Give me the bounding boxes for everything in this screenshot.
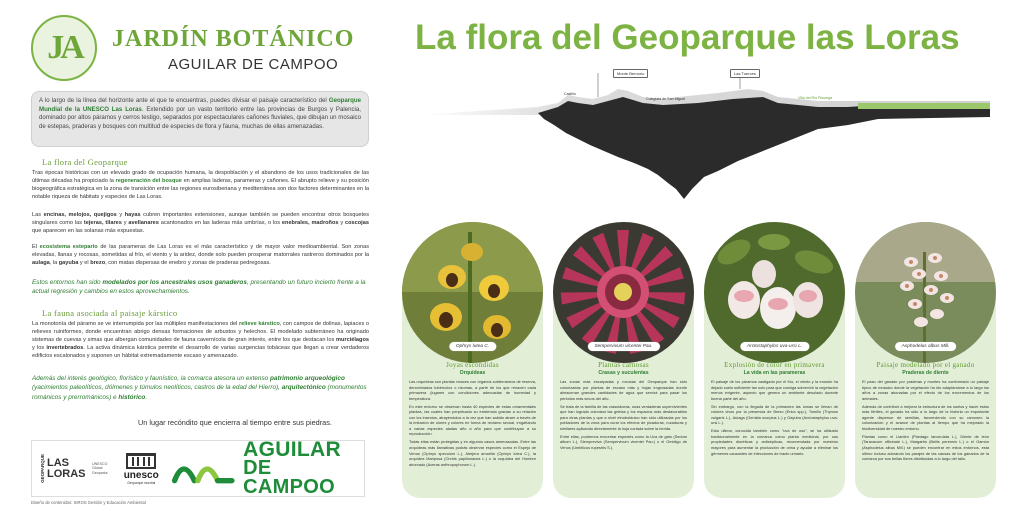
highlight: encinas, melojos, quejigos <box>43 212 117 218</box>
logos-bar <box>31 437 365 499</box>
highlight: arquitectónico <box>281 384 326 392</box>
design-credit: Diseño de contenidos: SIROS Gestión y Educación Ambiental <box>31 500 146 505</box>
text: y el <box>78 260 91 267</box>
card-paragraph: Esta última, conocida también como "uva de oso", se ha utilizado tradicionalmente en la comarca como planta medicinal, por sus propiedades diuréticas y antisépticas, recomendada por nuestros mayores para aumentar la producción de orina y ayudar a eliminar los gérmenes causantes de infecciones de tracto urinario. <box>711 428 838 456</box>
highlight: hayas <box>124 212 141 218</box>
geoparque-side-text: GEOPARQUE <box>40 454 45 483</box>
text: y <box>338 220 346 227</box>
intro-highlight: Geoparque Mundial de la UNESCO Las Loras <box>39 97 361 113</box>
text: Tras épocas históricas con un elevado grado de ocupación humana, la despoblación y el abandono de los usos tradicionales de las últimas décadas ha propiciado la <box>32 170 369 185</box>
card-orquideas <box>402 222 543 498</box>
highlight: invertebrados <box>46 345 84 352</box>
text: (monumentos románicos y prerrománicos) e <box>32 384 367 401</box>
card-caption: Asphodelus albus Mill. <box>895 342 957 351</box>
card-body <box>560 379 687 453</box>
geoparque-main-text: LAS LORAS <box>47 457 86 480</box>
card-subtitle: La vida en las parameras <box>743 370 806 376</box>
highlight: brezo <box>90 260 106 267</box>
text: acantonados en las laderas más umbrías, o los <box>158 220 282 227</box>
highlight: coscojas <box>345 220 369 227</box>
text: de las parameras de Las Loras es el más característico y de mayor valor medioambiental. Son zonas elevadas, llanas y rocosas, sometidas al frío, el viento y la aridez, donde solo pueden prosperar matorrales rastreros dominados por la <box>32 244 369 259</box>
landscape-silhouette <box>418 67 990 207</box>
card-paragraph: Todas ellas están protegidas y en algunos casos amenazadas. Entre las orquídeas más llamativas podrás observar especies como el Espejo de Venus (Ophrys speculum L.), Abejera amarilla (Ophrys lutea C.), la orquídea Mariposa (Orchis papilionacea L.) o la orquídea del Hombre ahorcado (Aceras anthropophorum L.). <box>409 439 536 467</box>
highlight: modelados por los ancestrales usos ganaderos <box>102 279 247 286</box>
card-paragraph: Se trata de la familia de las crasuláceas, unas verdaderas supervivientes que han logrado colonizar las grietas y los espacios más desfavorables para otras plantas y que a nivel etnobotánico han sido utilizadas por los pobladores de la zona para curar los efectos de picaduras, rozaduras y similares aplicando directamente la hoja cortada sobre la herida. <box>560 403 687 431</box>
flora-section-title: La flora del Geoparque <box>42 157 128 167</box>
logo-letters: JA <box>47 29 81 66</box>
card-paragraph: Plantas como el Llantén (Plantago lanceolata L.), Diente de león (Taraxacum officinale L.), Margarita (Bellis perennis L.) o el Gamón (Asphodelus albus Mill.) se pueden encontrar en estos entornos, esta último incluso adorando los parajes de las causas de los ganados de la comarca por sus bellas flores distribuidas a lo largo del tallo. <box>862 433 989 462</box>
card-title: Explosión de color en primavera <box>724 361 825 369</box>
unesco-subtitle: Geoparque mundial <box>127 480 156 485</box>
jardin-botanico-logo <box>31 15 97 81</box>
card-paragraph: Las orquídeas son plantas vivaces con órganos subterráneos de reserva, denominados tubérculos o rizomas, a partir de los que renacen cada primavera (lugares con condiciones adecuadas de humedad y temperatura. <box>409 379 536 401</box>
card-body <box>862 379 989 464</box>
wordmark-line-2: DE CAMPOO <box>243 457 335 499</box>
flora-paragraph-1 <box>32 169 369 201</box>
intro-box <box>31 91 369 147</box>
geoparque-logo <box>40 446 84 492</box>
card-paisaje-ganado <box>855 222 996 498</box>
text: que aparecen en las solanas más expuestas. <box>32 228 145 235</box>
text: El <box>32 244 40 250</box>
label-monte-bernorio: Monte Bernorio <box>613 69 648 78</box>
card-caption: Sempervivum vicentei Pau. <box>587 342 659 351</box>
card-body <box>409 379 536 470</box>
card-title: Paisaje modelado por el ganado <box>876 361 975 369</box>
card-caption: Ophrys lutea C. <box>449 342 496 351</box>
card-plantas-carnosas <box>553 222 694 498</box>
card-paragraph: Además de contribuir a mejorar la estructura de los suelos y hacer estos más fértiles, el ganado ha sido a lo largo de la historia un importante agente dispersor de semillas, favoreciendo con su ramoneo la colonización y el avance de plantas al tiempo que ha mejorado la biodiversidad de nuestro entorno. <box>862 403 989 431</box>
card-paragraph: El paso del ganado por praderas y montes ha conformado un paisaje típico de mosaico donde la vegetación ha ido adaptándose a lo largo los años a zonas abonadas por el efecto de los excrementos de los animales. <box>862 379 989 401</box>
highlight: aulaga <box>32 260 50 267</box>
text: . <box>145 393 148 401</box>
unesco-logo <box>120 453 163 485</box>
card-body <box>711 379 838 459</box>
aguilar-campoo-mark-icon <box>171 452 235 486</box>
text: Estos entornos han sido <box>32 279 103 286</box>
card-paragraph: Sin embargo, con la llegada de la primavera las lomas se llenan de colores vivos por la presencia de Brezo (Erica spp.), Tomillo (Thymus vulgaris L.), Aulaga (Genista scorpius L.) y Gayuba (Arctostaphylos uva-ursi L.). <box>711 403 838 426</box>
garden-place: AGUILAR DE CAMPOO <box>168 56 339 73</box>
unesco-temple-icon <box>126 453 156 469</box>
text: (yacimientos paleolíticos, dólmenes y túmulos neolíticos, castros de la edad del Hierro), <box>32 384 282 392</box>
text: La monotonía del páramo se ve interrumpida por las múltiples manifestaciones del <box>32 321 239 327</box>
highlight: regeneración del bosque <box>115 178 182 185</box>
highlight: histórico <box>118 393 146 401</box>
page-title: La flora del Geoparque las Loras <box>415 18 960 57</box>
flora-paragraph-2 <box>32 211 369 235</box>
flora-italic-note <box>32 278 369 297</box>
highlight: murciélagos <box>336 337 369 344</box>
text: , con matas dispersas de enebro y zonas de praderas pedregosas. <box>105 260 271 267</box>
highlight: gayuba <box>58 260 79 267</box>
aguilar-campoo-wordmark <box>243 437 356 499</box>
garden-name: JARDÍN BOTÁNICO <box>112 26 355 52</box>
card-title: Plantas carnosas <box>598 361 649 369</box>
highlight: tejeras, tilares <box>83 220 122 227</box>
card-title: Joyas escondidas <box>446 361 499 369</box>
highlight: patrimonio arqueológico <box>270 375 345 382</box>
text: , presentando un futuro incierto frente a la actual regresión y cambios en estos aprovechamientos. <box>32 279 366 296</box>
card-subtitle: Orquídeas <box>459 370 486 376</box>
highlight: avellanares <box>128 220 159 227</box>
text: y <box>121 220 129 227</box>
fauna-section-title: La fauna asociada al paisaje kárstico <box>42 308 178 318</box>
card-paragraph: El paisaje de los páramos castigado por el frío, el viento y la erosión ha dejado suelo suficiente tan solo para que consiga sobrevivir la vegetación menos exigente, aspecto que genera un ambiente desolado durante buena parte del año. <box>711 379 838 401</box>
landscape-profile <box>418 67 990 207</box>
highlight: relieve kárstico <box>238 321 280 327</box>
label-villa-pisuerga: Villa del Río Pisuerga <box>798 96 833 100</box>
text: , con campos de dolinas, lapiaces o relieves ruiniformes, donde encuentran abrigo densas formaciones de arbustos y helechos. El modelado subterráneo ha originado sistemas de cuevas y simas que albergan comunidades de fauna cavernícola de gran interés, entre los que destacan los <box>32 321 369 344</box>
flora-paragraph-3 <box>32 243 369 267</box>
card-paragraph: En este entorno se observan hasta 40 especies de estas ornamentales plantas, las cuales han perpetuado su existencia gracias a su relación con los insectos, atrayéndolos a la vez que han sabido atraer a través de la imitación de olores y colores en forma de reclamo sexual, engañando a varias especies aladas año a año para que contribuyan a su reproducción. <box>409 403 536 437</box>
intro-text: A lo largo de la línea del horizonte ante el que te encuentras, puedes divisar el paisaje característico del <box>39 97 329 104</box>
highlight: enebrales, madroños <box>281 220 339 227</box>
text: cubren importantes extensiones, aunque también se pueden encontrar otros bosquetes singulares como las <box>32 212 370 227</box>
card-subtitle: Crasas y suculentas <box>598 370 649 376</box>
intro-text-cont: . Extendido por un vasto territorio entre las provincias de Burgos y Palencia, dominado por altos páramos y cerros testigo, separados por espectaculares cañones fluviales, que dibujan un mosaico de estepas, praderas y bosques con multitud de especies de flora y fauna, muchas de ellas amenazadas. <box>39 105 361 130</box>
highlight: ecosistema estepario <box>39 244 98 250</box>
text: , la <box>49 260 59 267</box>
label-castillo: Castillo <box>564 92 576 96</box>
text: en amplias laderas, parameras y cañones. El abrupto relieve y su posición biogeográfica estratégica en la zona de transición entre las regiones eurosiberiana y mediterránea son dos factores determinantes en la notable riqueza de hábitats y especies de Las Loras. <box>32 178 370 201</box>
card-subtitle: Praderas de diente <box>902 370 949 376</box>
wordmark-line-1: AGUILAR <box>243 437 341 461</box>
unesco-global-geoparks-text: UNESCO Global Geoparks <box>92 462 108 475</box>
closing-sentence: Un lugar recóndito que encierra al tiempo entre sus piedras. <box>138 418 332 427</box>
label-colegiata: Colegiata de San Miguel <box>646 97 686 101</box>
text: Además del interés geológico, florístico y faunístico, la comarca atesora un extenso <box>32 375 270 382</box>
text: y los <box>32 345 47 352</box>
fauna-paragraph-1 <box>32 320 369 361</box>
card-explosion-color <box>704 222 845 498</box>
label-las-tuerces: Las Tuerces <box>730 69 760 78</box>
text: Las <box>32 212 44 218</box>
heritage-italic-note <box>32 374 369 402</box>
card-caption: Arctostaphylos uva-ursi L. <box>740 342 809 351</box>
card-paragraph: Las zonas más escarpadas y rocosas del Geoparque han sido colonizadas por plantas de escaso más y hojas engrosadas donde almacenan grandes cantidades de agua que servirá para pasar los periodos más secos del año. <box>560 379 687 401</box>
card-paragraph: Entre ellas, podremos encontrar especies como la Uva de gato (Sedum album L.), Siempreviva (Sempervivum vicentei Pau.) o el Ombligo de Venus (Umbilicus rupestris S.). <box>560 433 687 451</box>
unesco-word: unesco <box>123 469 159 481</box>
text: . La activa dinámica kárstica permite el desarrollo de varias surgencias tobáceas que llegan a crear verdaderos edificios escalonados y suponen un hábitat extremadamente escaso y amenazado. <box>32 345 370 360</box>
text: y <box>116 212 125 218</box>
